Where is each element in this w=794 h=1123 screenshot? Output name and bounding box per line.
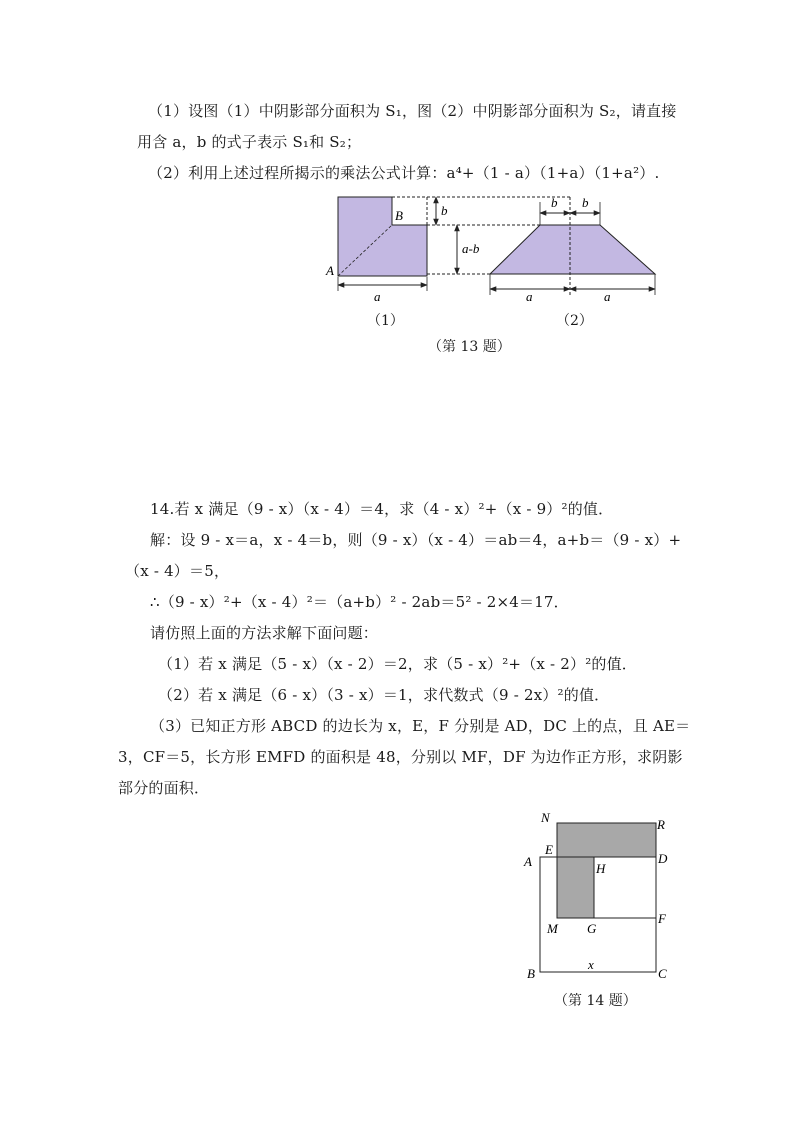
label-R: R — [657, 817, 665, 832]
figure-14 — [0, 800, 794, 1000]
p14-title: 14.若 x 满足（9 - x）（x - 4）＝4，求（4 - x）²+（x - 9）²的值． — [150, 500, 614, 518]
caption-fig1: （1） — [367, 313, 404, 329]
figure-13 — [0, 185, 794, 505]
label-C: C — [658, 966, 667, 981]
p14-question1: （1）若 x 满足（5 - x）（x - 2）＝2，求（5 - x）²+（x - 2）²的值． — [158, 655, 638, 673]
label-G: G — [587, 921, 597, 936]
label-x: x — [588, 957, 594, 972]
label-B14: B — [527, 966, 535, 981]
label-a-minus-b: a-b — [462, 241, 480, 256]
label-b-right: b — [582, 195, 589, 210]
caption-problem13: （第 13 题） — [428, 339, 511, 355]
label-E: E — [545, 842, 553, 857]
p14-intro: 请仿照上面的方法求解下面问题： — [150, 624, 379, 642]
label-N: N — [541, 810, 550, 825]
caption-fig2: （2） — [556, 313, 593, 329]
p13-part1-cont: 用含 a，b 的式子表示 S₁和 S₂； — [137, 133, 362, 151]
label-a-right: a — [604, 289, 611, 304]
p14-solution-line3: ∴（9 - x）²+（x - 4）²＝（a+b）² - 2ab＝5² - 2×4＝17． — [150, 593, 569, 611]
p14-solution-line1: 解：设 9 - x＝a，x - 4＝b，则（9 - x）（x - 4）＝ab＝4，a+b＝（9 - x）+ — [150, 531, 682, 549]
p13-part1: （1）设图（1）中阴影部分面积为 S₁，图（2）中阴影部分面积为 S₂，请直接 — [148, 102, 677, 120]
p13-part2: （2）利用上述过程所揭示的乘法公式计算：a⁴+（1 - a）（1+a）（1+a²）. — [148, 164, 660, 182]
p14-question3-line2: 3，CF＝5，长方形 EMFD 的面积是 48，分别以 MF，DF 为边作正方形，求阴影 — [118, 748, 683, 766]
caption-problem14: （第 14 题） — [554, 993, 637, 1009]
label-a-left: a — [526, 289, 533, 304]
fig14-shaded-region — [557, 823, 656, 918]
label-b-left: b — [551, 195, 558, 210]
label-A: A — [326, 263, 334, 278]
label-F: F — [658, 911, 666, 926]
p14-question2: （2）若 x 满足（6 - x）（3 - x）＝1，求代数式（9 - 2x）²的值． — [158, 686, 610, 704]
label-M: M — [547, 921, 558, 936]
p14-question3-line1: （3）已知正方形 ABCD 的边长为 x，E，F 分别是 AD，DC 上的点，且 AE＝ — [150, 717, 691, 735]
p14-question3-line3: 部分的面积． — [118, 779, 210, 797]
label-B: B — [395, 208, 403, 223]
label-D: D — [658, 851, 668, 866]
label-a-fig1: a — [374, 289, 381, 304]
fig1-shaded-region — [338, 197, 427, 276]
label-b-vertical: b — [441, 203, 448, 218]
label-A14: A — [524, 854, 532, 869]
label-H: H — [596, 861, 606, 876]
fig2-shaded-trapezoid — [490, 225, 655, 274]
p14-solution-line2: （x - 4）＝5， — [125, 562, 230, 580]
